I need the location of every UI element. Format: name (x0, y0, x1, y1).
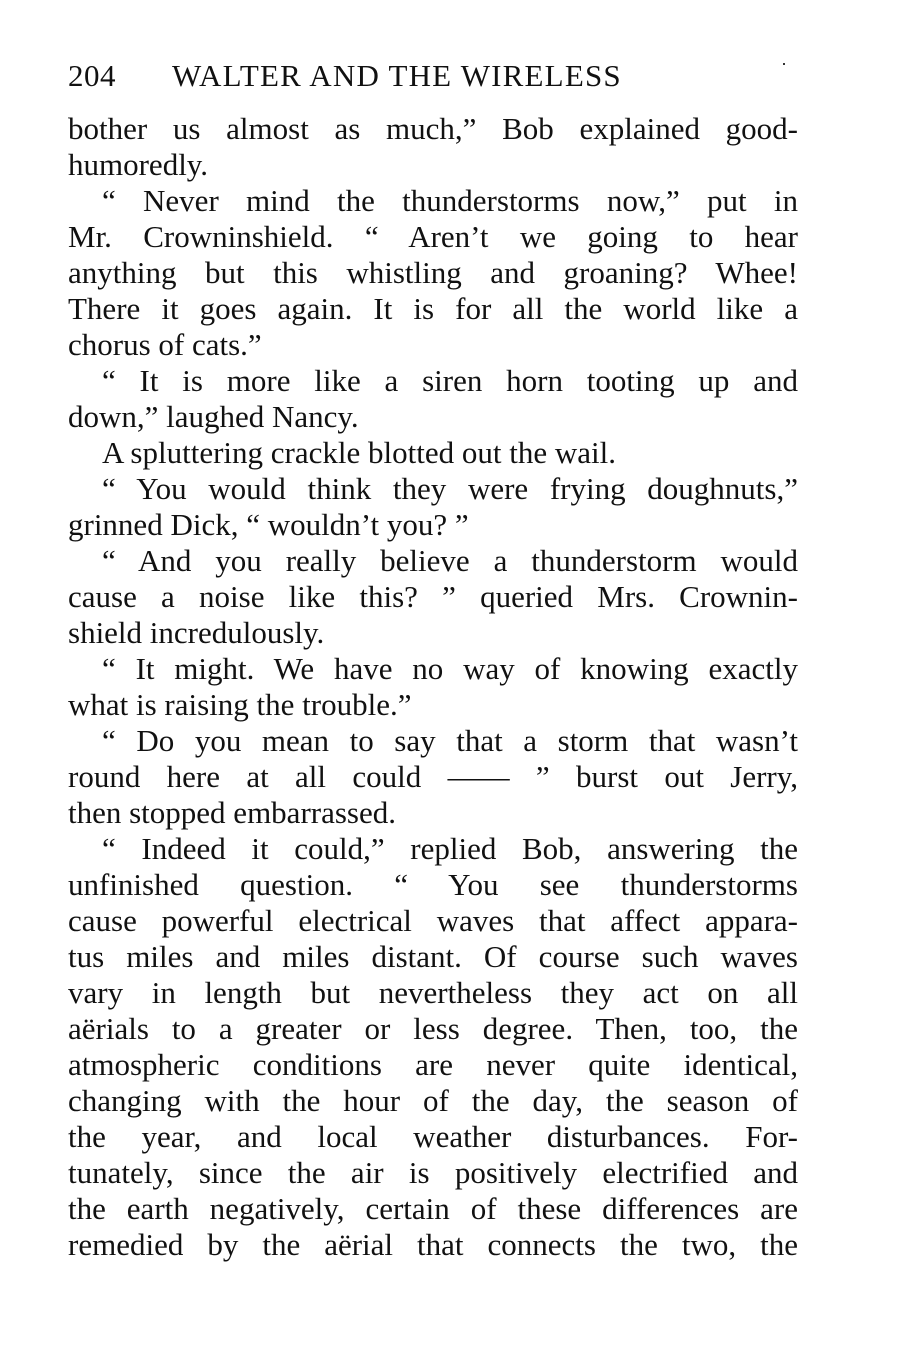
text-line: “ And you really believe a thunderstorm would (102, 543, 798, 578)
text-line: atmospheric conditions are never quite identical, (68, 1047, 798, 1082)
text-line: the earth negatively, certain of these differences are (68, 1191, 798, 1226)
text-line: what is raising the trouble.” (68, 687, 412, 722)
text-line: There it goes again. It is for all the world like a (68, 291, 798, 326)
text-line: shield incredulously. (68, 615, 325, 650)
page-number: 204 (68, 58, 116, 93)
text-line: chorus of cats.” (68, 327, 262, 362)
text-line: tus miles and miles distant. Of course such waves (68, 939, 798, 974)
text-line: “ Never mind the thunderstorms now,” put in (102, 183, 798, 218)
text-line: “ Do you mean to say that a storm that wasn’t (102, 723, 798, 758)
body-text (68, 111, 798, 1263)
text-line: then stopped embarrassed. (68, 795, 396, 830)
text-line: the year, and local weather disturbances. For- (68, 1119, 798, 1154)
text-line: humoredly. (68, 147, 209, 182)
text-line: aërials to a greater or less degree. Then, too, the (68, 1011, 798, 1046)
text-line: round here at all could —— ” burst out Jerry, (68, 759, 798, 794)
text-line: vary in length but nevertheless they act on all (68, 975, 798, 1010)
text-line: unfinished question. “ You see thunderstorms (68, 867, 798, 902)
text-line: down,” laughed Nancy. (68, 399, 359, 434)
text-line: changing with the hour of the day, the season of (68, 1083, 798, 1118)
text-line: A spluttering crackle blotted out the wail. (102, 435, 616, 470)
text-line: bother us almost as much,” Bob explained good- (68, 111, 798, 146)
text-line: remedied by the aërial that connects the two, the (68, 1227, 798, 1262)
running-head (68, 54, 808, 98)
text-line: “ Indeed it could,” replied Bob, answering the (102, 831, 798, 866)
text-line: “ It is more like a siren horn tooting up and (102, 363, 798, 398)
book-title: WALTER AND THE WIRELESS (172, 58, 622, 93)
text-line: Mr. Crowninshield. “ Aren’t we going to hear (68, 219, 798, 254)
text-line: anything but this whistling and groaning? Whee! (68, 255, 798, 290)
text-line: cause powerful electrical waves that affect appara- (68, 903, 798, 938)
text-line: tunately, since the air is positively electrified and (68, 1155, 798, 1190)
print-speck (783, 63, 785, 65)
text-line: “ You would think they were frying doughnuts,” (102, 471, 798, 506)
text-line: grinned Dick, “ wouldn’t you? ” (68, 507, 469, 542)
text-line: cause a noise like this? ” queried Mrs. Crownin- (68, 579, 798, 614)
text-line: “ It might. We have no way of knowing exactly (102, 651, 798, 686)
